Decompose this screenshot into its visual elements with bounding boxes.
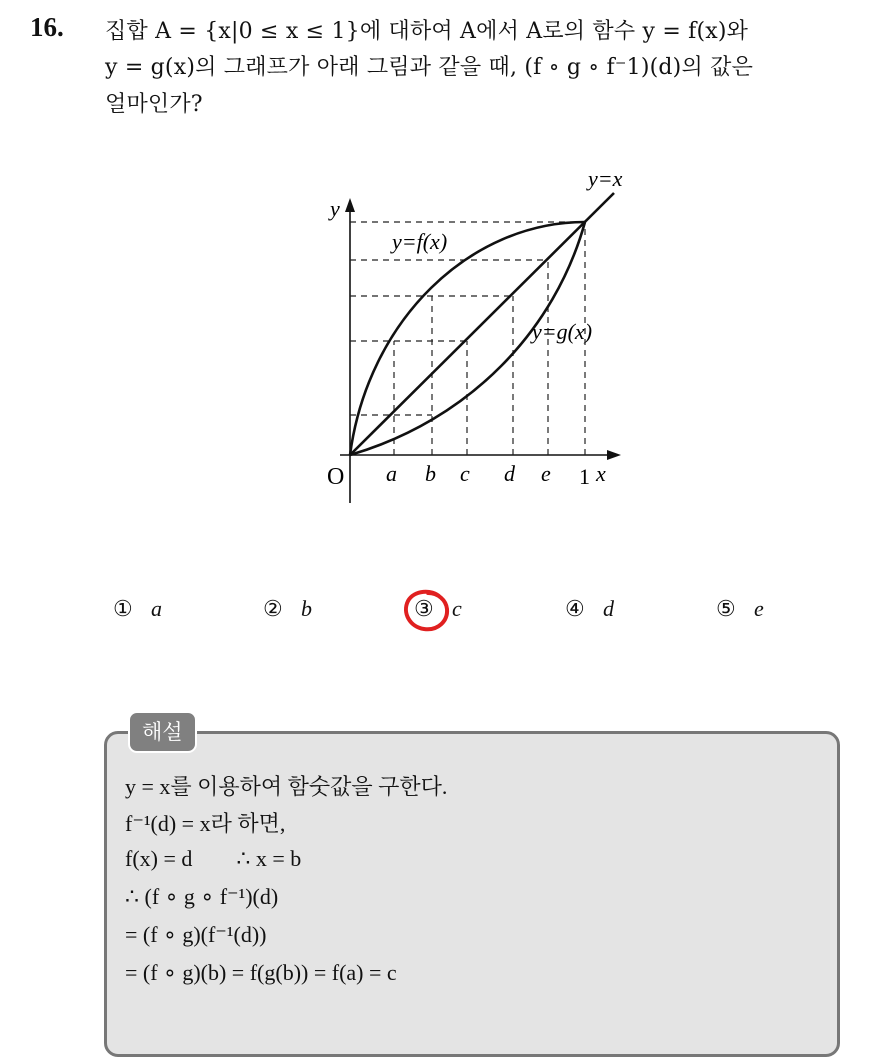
choice-4[interactable]: ④ d bbox=[565, 596, 614, 622]
solution-tag: 해설 bbox=[128, 711, 197, 753]
solution-line-5: = (f ∘ g)(f⁻¹(d)) bbox=[125, 922, 267, 947]
label-y-equals-x: y=x bbox=[588, 166, 623, 191]
tick-label-d: d bbox=[504, 461, 515, 486]
solution-line-1: y = x를 이용하여 함숫값을 구한다. bbox=[125, 774, 448, 799]
y-axis-arrow bbox=[345, 198, 355, 212]
label-y-equals-f: y=f(x) bbox=[392, 229, 448, 254]
choice-2[interactable]: ② b bbox=[263, 596, 312, 622]
solution-line-6: = (f ∘ g)(b) = f(g(b)) = f(a) = c bbox=[125, 960, 397, 985]
function-graph bbox=[300, 160, 660, 510]
choice-5[interactable]: ⑤ e bbox=[716, 596, 764, 622]
answer-circle-mark bbox=[402, 587, 454, 635]
question-text-line-1: 집합 A = {x|0 ≤ x ≤ 1}에 대하여 A에서 A로의 함수 y = f(x)와 bbox=[105, 19, 749, 44]
question-text-line-2: y = g(x)의 그래프가 아래 그림과 같을 때, (f ∘ g ∘ f⁻1)(d)의 값은 bbox=[105, 55, 754, 80]
tick-label-a: a bbox=[386, 461, 397, 486]
tick-label-c: c bbox=[460, 461, 470, 486]
choice-1[interactable]: ① a bbox=[113, 596, 162, 622]
question-text-line-3: 얼마인가? bbox=[105, 92, 203, 117]
origin-label: O bbox=[327, 464, 345, 490]
solution-line-2: f⁻¹(d) = x라 하면, bbox=[125, 811, 286, 836]
x-axis-label: x bbox=[596, 461, 606, 486]
x-axis-arrow bbox=[607, 450, 621, 460]
question-number: 16. bbox=[30, 12, 64, 42]
choice-3[interactable]: ③ c bbox=[414, 596, 462, 622]
y-axis-label: y bbox=[330, 196, 340, 221]
solution-line-3: f(x) = d ∴ x = b bbox=[125, 846, 302, 871]
label-y-equals-g: y=g(x) bbox=[532, 319, 593, 344]
tick-label-b: b bbox=[425, 461, 436, 486]
tick-label-e: e bbox=[541, 461, 551, 486]
solution-line-4: ∴ (f ∘ g ∘ f⁻¹)(d) bbox=[125, 884, 279, 909]
tick-label-1: 1 bbox=[579, 464, 590, 489]
